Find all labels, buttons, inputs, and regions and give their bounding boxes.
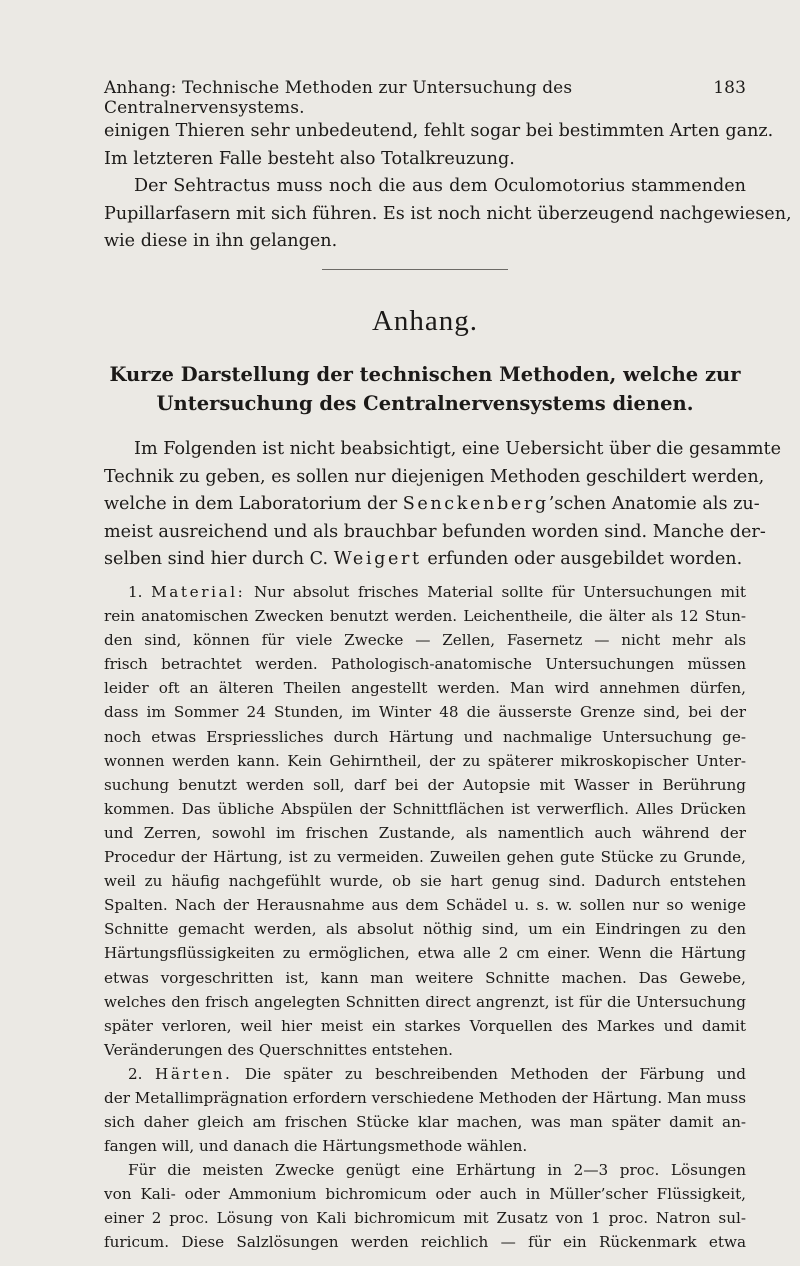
text-line: Der Sehtractus muss noch die aus dem Oculomotorius stammenden	[134, 176, 746, 196]
running-head	[104, 78, 746, 118]
text-line: rein anatomischen Zwecken benutzt werden. Leichentheile, die älter als 12 Stun-	[104, 607, 746, 626]
text-line: Härtungsflüssigkeiten zu ermöglichen, etwa alle 2 cm einer. Wenn die Härtung	[104, 944, 746, 963]
subtitle-line: Kurze Darstellung der technischen Methoden, welche zur	[109, 363, 741, 386]
text-line: Im Folgenden ist nicht beabsichtigt, eine Uebersicht über die gesammte	[134, 439, 782, 459]
text-line: Veränderungen des Querschnittes entstehen.	[104, 1040, 453, 1059]
text-line: leider oft an älteren Theilen angestellt werden. Man wird annehmen dürfen,	[104, 679, 746, 698]
text-line: suchung benutzt werden soll, darf bei der Autopsie mit Wasser in Berührung	[104, 775, 746, 794]
page-number: 183	[713, 78, 746, 98]
text-fragment: welche in dem Laboratorium der	[104, 494, 403, 515]
section-label: Material:	[151, 583, 246, 601]
text-line	[104, 546, 746, 574]
section-label: Härten.	[154, 1065, 233, 1083]
text-fragment: Nur absolut frisches Material sollte für Untersuchungen mit	[245, 583, 747, 601]
text-line: Technik zu geben, es sollen nur diejenigen Methoden geschildert werden,	[104, 466, 765, 487]
text-line: Im letzteren Falle besteht also Totalkreuzung.	[104, 148, 515, 169]
text-line: frisch betrachtet werden. Pathologisch-anatomische Untersuchungen müssen	[104, 655, 746, 674]
section-material	[104, 580, 746, 1062]
text-line: dass im Sommer 24 Stunden, im Winter 48 die äusserste Grenze sind, bei der	[104, 703, 746, 722]
text-line: Procedur der Härtung, ist zu vermeiden. Zuweilen gehen gute Stücke zu Grunde,	[104, 848, 746, 867]
text-line: wie diese in ihn gelangen.	[104, 231, 338, 252]
text-line: sich daher gleich am frischen Stücke klar machen, was man später damit an-	[104, 1113, 746, 1132]
text-line: Für die meisten Zwecke genügt eine Erhärtung in 2—3 proc. Lösungen	[128, 1161, 746, 1179]
running-head-title: Anhang: Technische Methoden zur Untersuchung des Centralnervensystems.	[104, 78, 573, 118]
author-name: Weigert	[333, 549, 422, 570]
text-line: welches den frisch angelegten Schnitten direct angrenzt, ist für die Untersuchung	[104, 992, 746, 1011]
text-fragment: erfunden oder ausgebildet worden.	[421, 549, 743, 570]
text-fragment: selben sind hier durch C.	[104, 549, 334, 570]
section-number: 1.	[128, 583, 143, 601]
text-line: furicum. Diese Salzlösungen werden reichlich — für ein Rückenmark etwa	[104, 1233, 746, 1252]
section-haerten	[104, 1062, 746, 1158]
text-line: noch etwas Erspriessliches durch Härtung und nachmalige Untersuchung ge-	[104, 727, 746, 746]
section-number: 2.	[128, 1065, 143, 1083]
book-page	[104, 0, 792, 1266]
text-line	[104, 491, 760, 519]
text-line: und Zerren, sowohl im frischen Zustande, als namentlich auch während der	[104, 823, 746, 842]
section-divider	[322, 269, 508, 270]
author-name: Senckenberg	[402, 494, 549, 515]
sehtractus-paragraph	[104, 173, 792, 256]
preface-paragraph	[104, 436, 782, 574]
text-line: weil zu häufig nachgefühlt wurde, ob sie hart genug sind. Dadurch entstehen	[104, 872, 746, 891]
text-line: Spalten. Nach der Herausnahme aus dem Schädel u. s. w. sollen nur so wenige	[104, 896, 746, 915]
text-line: Pupillarfasern mit sich führen. Es ist noch nicht überzeugend nachgewiesen,	[104, 203, 792, 224]
appendix-subtitle	[104, 360, 746, 418]
text-line: fangen will, und danach die Härtungsmethode wählen.	[104, 1137, 528, 1156]
text-line: den sind, können für viele Zwecke — Zellen, Fasernetz — nicht mehr als	[104, 631, 746, 650]
text-fragment: Die später zu beschreibenden Methoden der Färbung und	[232, 1065, 747, 1083]
text-line: einer 2 proc. Lösung von Kali bichromicum mit Zusatz von 1 proc. Natron sul-	[104, 1209, 746, 1228]
text-line: etwas vorgeschritten ist, kann man weitere Schnitte machen. Das Gewebe,	[104, 968, 746, 987]
text-line	[104, 580, 746, 604]
appendix-title: Anhang.	[371, 305, 479, 337]
text-line: Schnitte gemacht werden, als absolut nöthig sind, um ein Eindringen zu den	[104, 920, 746, 939]
text-line: meist ausreichend und als brauchbar befunden worden sind. Manche der-	[104, 521, 766, 542]
text-line	[104, 1062, 746, 1086]
text-line: einigen Thieren sehr unbedeutend, fehlt sogar bei bestimmten Arten ganz.	[104, 121, 774, 141]
text-fragment: ’schen Anatomie als zu-	[548, 494, 760, 515]
section-haerten-continued	[104, 1158, 746, 1254]
subtitle-line: Untersuchung des Centralnervensystems dienen.	[156, 392, 694, 415]
text-line: kommen. Das übliche Abspülen der Schnittflächen ist verwerflich. Alles Drücken	[104, 799, 746, 818]
text-line: von Kali- oder Ammonium bichromicum oder auch in Müller’scher Flüssigkeit,	[104, 1185, 746, 1204]
text-line: wonnen werden kann. Kein Gehirntheil, der zu späterer mikroskopischer Unter-	[104, 751, 746, 770]
text-line: der Metallimprägnation erfordern verschiedene Methoden der Härtung. Man muss	[104, 1089, 746, 1108]
text-line: später verloren, weil hier meist ein starkes Vorquellen des Markes und damit	[104, 1016, 746, 1035]
intro-paragraph	[104, 118, 774, 173]
